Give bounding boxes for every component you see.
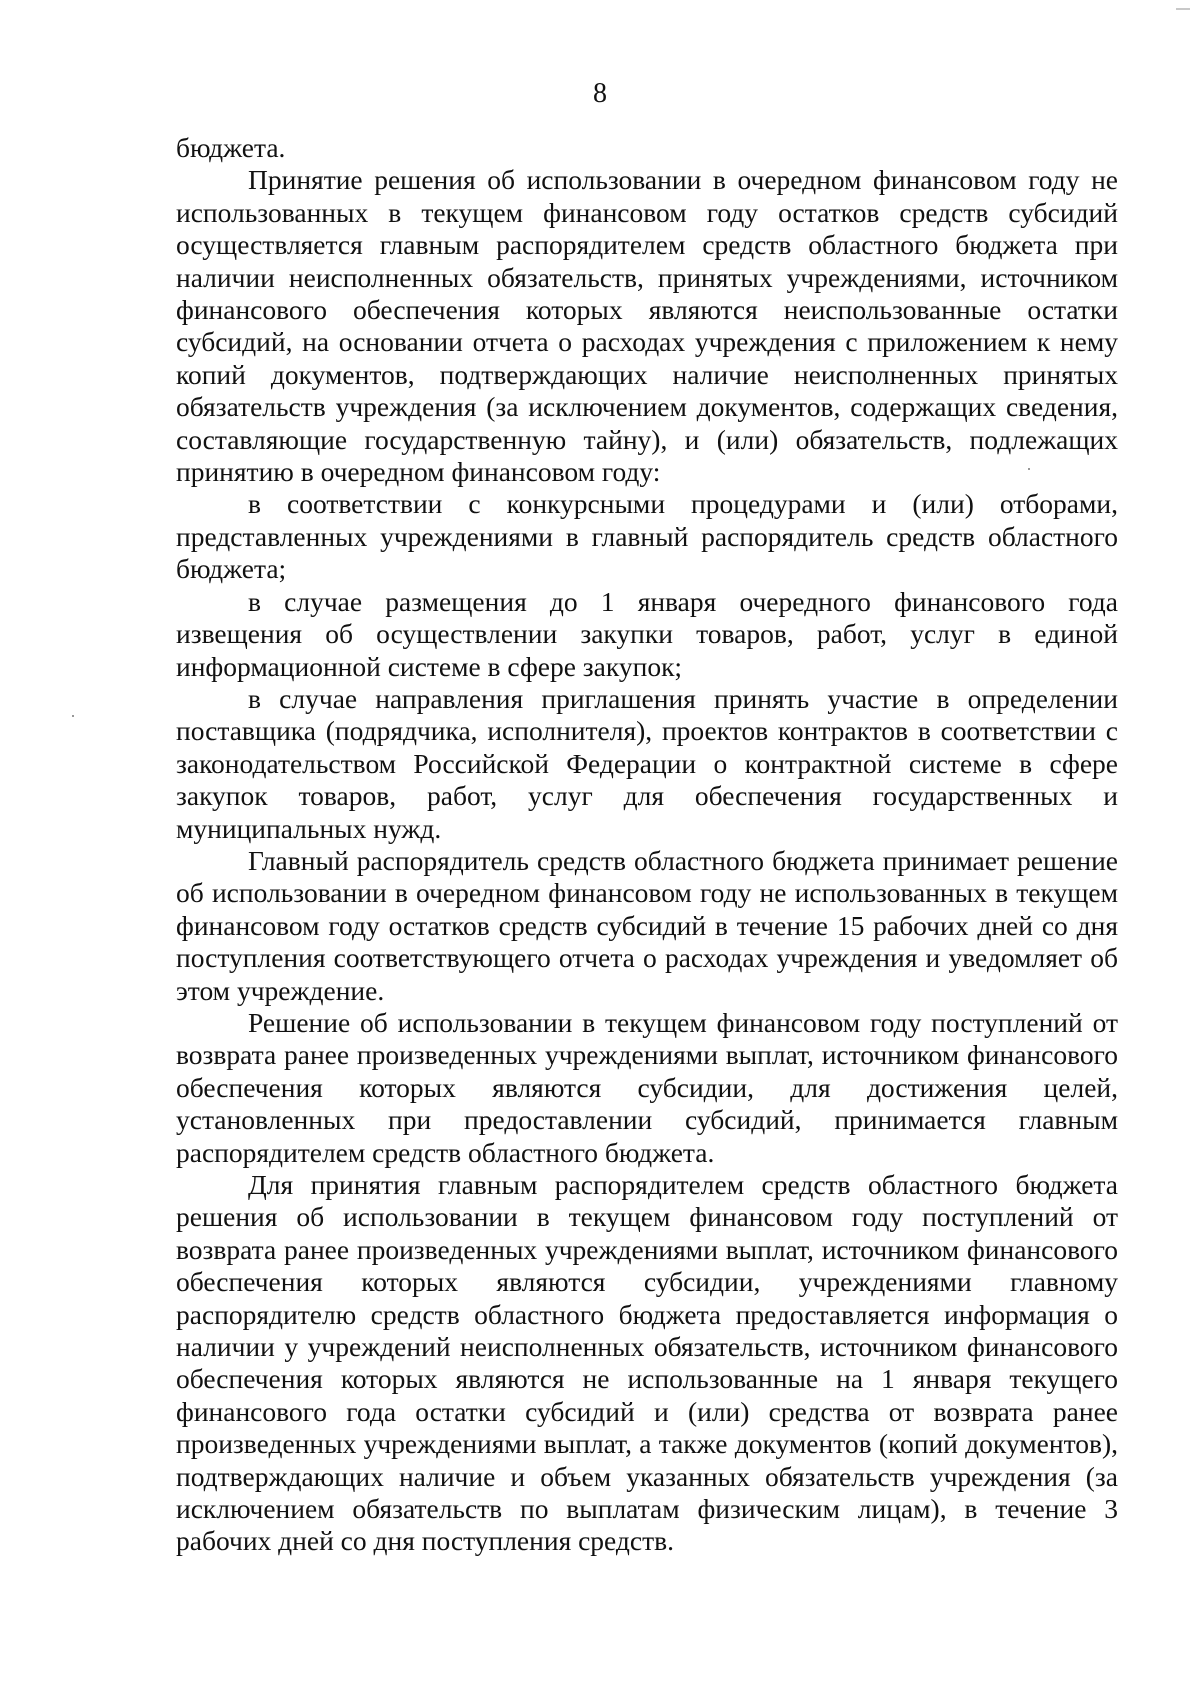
paragraph-list-item-procurement-notice: в случае размещения до 1 января очередного финансового года извещения об осуществлении закупки товаров, работ, услуг в единой информационной системе в сфере закупок; xyxy=(176,585,1118,682)
document-body xyxy=(176,132,1118,1558)
paragraph-return-payments-decision: Решение об использовании в текущем финансовом году поступлений от возврата ранее произведенных учреждениями выплат, источником финансового обеспечения которых являются субсидии, для достижения целей, установленных при предоставлении субсидий, принимается главным распорядителем средств областного бюджета. xyxy=(176,1006,1118,1168)
page-number: 8 xyxy=(593,78,607,109)
paragraph-decision-next-year: Принятие решения об использовании в очередном финансовом году не использованных в текущем финансовом году остатков средств субсидий осуществляется главным распорядителем средств областного бюджета при наличии неисполненных обязательств, принятых учреждениями, источником финансового обеспечения которых являются неиспользованные остатки субсидий, на основании отчета о расходах учреждения с приложением к нему копий документов, подтверждающих наличие неисполненных принятых обязательств учреждения (за исключением документов, содержащих сведения, составляющие государственную тайну), и (или) обязательств, подлежащих принятию в очередном финансовом году: xyxy=(176,164,1118,488)
paragraph-information-submission: Для принятия главным распорядителем средств областного бюджета решения об использовании в текущем финансовом году поступлений от возврата ранее произведенных учреждениями выплат, источником финансового обеспечения которых являются субсидии, учреждениями главному распорядителю средств областного бюджета предоставляется информация о наличии у учреждений неисполненных обязательств, источником финансового обеспечения которых являются не использованные на 1 января текущего финансового года остатки субсидий и (или) средства от возврата ранее произведенных учреждениями выплат, а также документов (копий документов), подтверждающих наличие и объем указанных обязательств учреждения (за исключением обязательств по выплатам физическим лицам), в течение 3 рабочих дней со дня поступления средств. xyxy=(176,1169,1118,1557)
paragraph-list-item-competitive-procedures: в соответствии с конкурсными процедурами и (или) отборами, представленных учреждениями в главный распорядитель средств областного бюджета; xyxy=(176,488,1118,585)
paragraph-main-administrator-decision: Главный распорядитель средств областного бюджета принимает решение об использовании в очередном финансовом году не использованных в текущем финансовом году остатков средств субсидий в течение 15 рабочих дней со дня поступления соответствующего отчета о расходах учреждения и уведомляет об этом учреждение. xyxy=(176,844,1118,1006)
paragraph-list-item-invitation: в случае направления приглашения принять участие в определении поставщика (подрядчика, исполнителя), проектов контрактов в соответствии с законодательством Российской Федерации о контрактной системе в сфере закупок товаров, работ, услуг для обеспечения государственных и муниципальных нужд. xyxy=(176,682,1118,844)
scan-speck xyxy=(72,715,74,717)
paragraph-continuation: бюджета. xyxy=(176,132,286,163)
scan-edge-mark xyxy=(1176,8,1190,10)
